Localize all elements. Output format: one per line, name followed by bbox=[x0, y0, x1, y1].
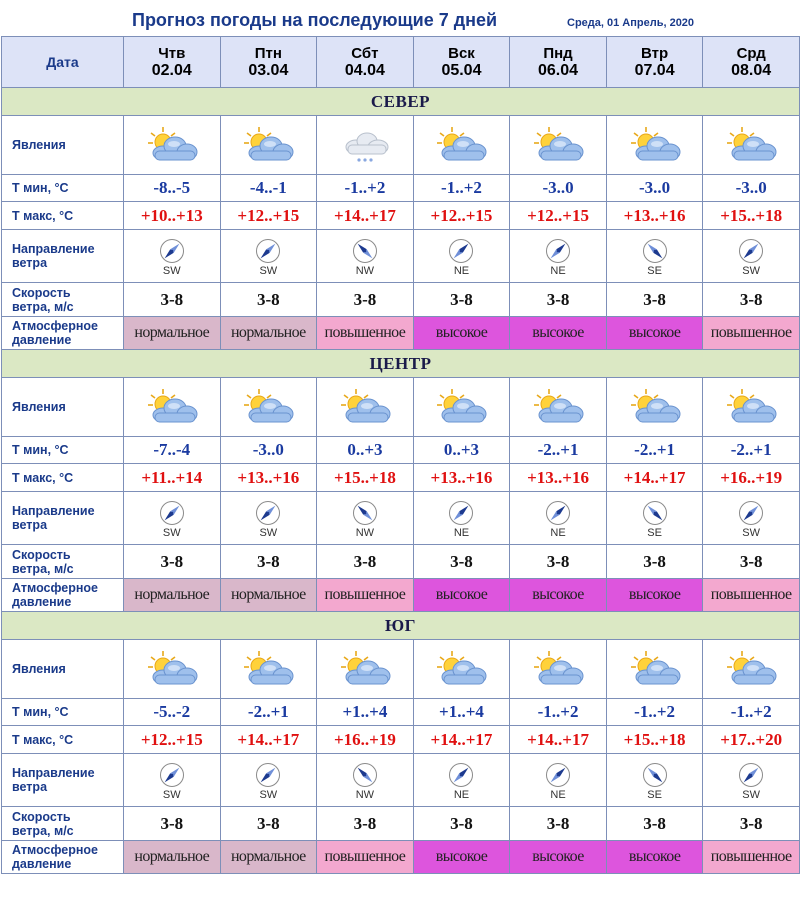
wind-compass-icon bbox=[448, 238, 474, 264]
weather-cell bbox=[413, 378, 510, 437]
region-row bbox=[2, 88, 800, 116]
pressure-value: высокое bbox=[510, 579, 607, 612]
wind-direction-label bbox=[2, 230, 124, 283]
tmin-value: -7..-4 bbox=[124, 437, 221, 464]
pressure-value: нормальное bbox=[124, 841, 221, 874]
row-label-text: ветра bbox=[12, 780, 48, 794]
date-header-label: Дата bbox=[2, 37, 124, 88]
tmax-value: +13..+16 bbox=[510, 464, 607, 492]
phenomena-row bbox=[2, 378, 800, 437]
wind-compass-icon bbox=[255, 500, 281, 526]
tmin-row bbox=[2, 175, 800, 202]
tmin-label bbox=[2, 175, 124, 202]
tmax-value: +15..+18 bbox=[317, 464, 414, 492]
wind-compass-icon bbox=[642, 762, 668, 788]
wind-compass-icon bbox=[738, 762, 764, 788]
wind-direction-text: NE bbox=[453, 788, 470, 801]
row-label-text: ветра, м/с bbox=[12, 299, 74, 314]
wind-compass-icon bbox=[545, 762, 571, 788]
wind-compass-icon bbox=[738, 238, 764, 264]
wind-direction-cell bbox=[703, 230, 800, 283]
wind-direction-text: SW bbox=[742, 788, 761, 801]
day-header bbox=[606, 37, 703, 88]
tmax-value: +13..+16 bbox=[606, 202, 703, 230]
partly-cloudy-icon bbox=[624, 649, 686, 689]
weather-cell bbox=[124, 640, 221, 699]
partly-cloudy-icon bbox=[237, 125, 299, 165]
weather-cell bbox=[703, 378, 800, 437]
row-label-text: ветра bbox=[12, 518, 48, 532]
row-label-text: Т мин, °С bbox=[12, 181, 69, 195]
weather-cell bbox=[510, 378, 607, 437]
tmax-value: +13..+16 bbox=[220, 464, 317, 492]
day-date: 08.04 bbox=[731, 61, 772, 79]
weather-cell bbox=[703, 640, 800, 699]
tmin-row bbox=[2, 437, 800, 464]
phenomena-row bbox=[2, 640, 800, 699]
wind-speed-value: 3-8 bbox=[413, 283, 510, 317]
wind-speed-value: 3-8 bbox=[220, 283, 317, 317]
wind-direction-cell bbox=[124, 492, 221, 545]
day-header bbox=[413, 37, 510, 88]
day-date: 07.04 bbox=[634, 61, 675, 79]
wind-direction-cell bbox=[413, 492, 510, 545]
cloudy-snow-icon bbox=[334, 125, 396, 165]
tmax-value: +12..+15 bbox=[124, 726, 221, 754]
tmax-value: +16..+19 bbox=[317, 726, 414, 754]
pressure-value: повышенное bbox=[317, 841, 414, 874]
partly-cloudy-icon bbox=[141, 649, 203, 689]
pressure-value: нормальное bbox=[124, 317, 221, 350]
pressure-value: повышенное bbox=[703, 579, 800, 612]
row-label-text: Явления bbox=[12, 662, 66, 676]
wind-speed-value: 3-8 bbox=[606, 807, 703, 841]
day-header bbox=[510, 37, 607, 88]
tmax-value: +15..+18 bbox=[703, 202, 800, 230]
tmax-value: +14..+17 bbox=[510, 726, 607, 754]
wind-speed-row bbox=[2, 545, 800, 579]
day-name: Сбт bbox=[351, 44, 379, 62]
weather-cell bbox=[317, 640, 414, 699]
wind-direction-cell bbox=[413, 754, 510, 807]
wind-compass-icon bbox=[352, 500, 378, 526]
pressure-label bbox=[2, 579, 124, 612]
row-label-text: Атмосферное bbox=[12, 319, 98, 333]
tmin-value: -1..+2 bbox=[317, 175, 414, 202]
day-header bbox=[124, 37, 221, 88]
wind-compass-icon bbox=[255, 238, 281, 264]
pressure-label bbox=[2, 841, 124, 874]
wind-direction-cell bbox=[220, 492, 317, 545]
row-label-text: Т мин, °С bbox=[12, 443, 69, 457]
weather-cell bbox=[606, 640, 703, 699]
wind-direction-cell bbox=[510, 754, 607, 807]
partly-cloudy-icon bbox=[527, 649, 589, 689]
tmax-value: +14..+17 bbox=[220, 726, 317, 754]
forecast-table bbox=[1, 36, 800, 874]
tmax-value: +16..+19 bbox=[703, 464, 800, 492]
wind-compass-icon bbox=[159, 500, 185, 526]
phenomena-label bbox=[2, 378, 124, 437]
partly-cloudy-icon bbox=[527, 387, 589, 427]
tmin-value: -2..+1 bbox=[703, 437, 800, 464]
wind-compass-icon bbox=[545, 238, 571, 264]
weather-cell bbox=[124, 116, 221, 175]
wind-speed-label bbox=[2, 807, 124, 841]
wind-direction-text: SW bbox=[162, 526, 181, 539]
wind-direction-row bbox=[2, 492, 800, 545]
wind-direction-text: SE bbox=[647, 526, 662, 539]
pressure-row bbox=[2, 579, 800, 612]
tmax-row bbox=[2, 464, 800, 492]
wind-speed-value: 3-8 bbox=[606, 283, 703, 317]
wind-speed-value: 3-8 bbox=[703, 545, 800, 579]
tmax-label bbox=[2, 464, 124, 492]
pressure-value: высокое bbox=[413, 579, 510, 612]
row-label-text: Направление bbox=[12, 766, 95, 780]
wind-compass-icon bbox=[159, 762, 185, 788]
row-label-text: Атмосферное bbox=[12, 581, 98, 595]
pressure-value: повышенное bbox=[317, 579, 414, 612]
wind-direction-cell bbox=[413, 230, 510, 283]
row-label-text: давление bbox=[12, 857, 72, 871]
tmin-label bbox=[2, 699, 124, 726]
pressure-value: высокое bbox=[606, 841, 703, 874]
row-label-text: Скорость bbox=[12, 809, 71, 824]
day-date: 04.04 bbox=[344, 61, 385, 79]
weather-cell bbox=[124, 378, 221, 437]
region-title: ЮГ bbox=[2, 612, 800, 640]
tmin-value: -1..+2 bbox=[606, 699, 703, 726]
row-label-text: Скорость bbox=[12, 547, 71, 562]
weather-cell bbox=[606, 116, 703, 175]
wind-speed-value: 3-8 bbox=[413, 545, 510, 579]
pressure-label bbox=[2, 317, 124, 350]
day-name: Срд bbox=[736, 44, 766, 62]
pressure-row bbox=[2, 317, 800, 350]
tmax-row bbox=[2, 202, 800, 230]
wind-compass-icon bbox=[545, 500, 571, 526]
pressure-row bbox=[2, 841, 800, 874]
tmin-value: -1..+2 bbox=[703, 699, 800, 726]
wind-direction-cell bbox=[606, 754, 703, 807]
partly-cloudy-icon bbox=[237, 387, 299, 427]
pressure-value: нормальное bbox=[220, 841, 317, 874]
weather-cell bbox=[510, 640, 607, 699]
wind-direction-text: SE bbox=[647, 788, 662, 801]
wind-compass-icon bbox=[448, 500, 474, 526]
wind-direction-row bbox=[2, 230, 800, 283]
wind-compass-icon bbox=[255, 762, 281, 788]
wind-direction-cell bbox=[317, 754, 414, 807]
wind-direction-text: SW bbox=[742, 264, 761, 277]
wind-speed-value: 3-8 bbox=[220, 545, 317, 579]
tmax-label bbox=[2, 726, 124, 754]
wind-direction-cell bbox=[124, 754, 221, 807]
row-label-text: Направление bbox=[12, 504, 95, 518]
tmax-value: +10..+13 bbox=[124, 202, 221, 230]
weather-cell bbox=[220, 640, 317, 699]
wind-direction-text: NW bbox=[355, 526, 375, 539]
partly-cloudy-icon bbox=[237, 649, 299, 689]
weather-cell bbox=[413, 640, 510, 699]
wind-direction-label bbox=[2, 754, 124, 807]
pressure-value: высокое bbox=[606, 317, 703, 350]
tmin-value: -1..+2 bbox=[510, 699, 607, 726]
row-label-text: Т макс, °С bbox=[12, 732, 74, 747]
pressure-value: высокое bbox=[510, 317, 607, 350]
partly-cloudy-icon bbox=[334, 649, 396, 689]
wind-speed-value: 3-8 bbox=[317, 545, 414, 579]
tmax-value: +17..+20 bbox=[703, 726, 800, 754]
tmin-value: -8..-5 bbox=[124, 175, 221, 202]
weather-cell bbox=[317, 116, 414, 175]
wind-direction-row bbox=[2, 754, 800, 807]
partly-cloudy-icon bbox=[430, 649, 492, 689]
day-name: Птн bbox=[254, 44, 282, 62]
partly-cloudy-icon bbox=[720, 125, 782, 165]
wind-direction-cell bbox=[703, 754, 800, 807]
tmin-value: -2..+1 bbox=[606, 437, 703, 464]
pressure-value: нормальное bbox=[220, 579, 317, 612]
partly-cloudy-icon bbox=[624, 125, 686, 165]
wind-direction-cell bbox=[606, 492, 703, 545]
wind-speed-value: 3-8 bbox=[124, 807, 221, 841]
region-title: СЕВЕР bbox=[2, 88, 800, 116]
day-date: 03.04 bbox=[248, 61, 289, 79]
wind-compass-icon bbox=[642, 500, 668, 526]
row-label-text: ветра, м/с bbox=[12, 561, 74, 576]
day-date: 02.04 bbox=[151, 61, 192, 79]
wind-speed-label bbox=[2, 283, 124, 317]
tmax-value: +14..+17 bbox=[317, 202, 414, 230]
tmax-label bbox=[2, 202, 124, 230]
wind-speed-value: 3-8 bbox=[413, 807, 510, 841]
partly-cloudy-icon bbox=[720, 649, 782, 689]
wind-speed-label bbox=[2, 545, 124, 579]
wind-direction-cell bbox=[703, 492, 800, 545]
wind-compass-icon bbox=[352, 762, 378, 788]
row-label-text: Т мин, °С bbox=[12, 705, 69, 719]
tmin-row bbox=[2, 699, 800, 726]
partly-cloudy-icon bbox=[430, 125, 492, 165]
tmin-value: -5..-2 bbox=[124, 699, 221, 726]
tmin-value: -4..-1 bbox=[220, 175, 317, 202]
wind-speed-value: 3-8 bbox=[317, 283, 414, 317]
weather-cell bbox=[220, 378, 317, 437]
wind-direction-cell bbox=[317, 230, 414, 283]
tmin-value: -3..0 bbox=[510, 175, 607, 202]
phenomena-label bbox=[2, 640, 124, 699]
tmax-row bbox=[2, 726, 800, 754]
row-label-text: Т макс, °С bbox=[12, 208, 74, 223]
partly-cloudy-icon bbox=[141, 387, 203, 427]
wind-direction-text: NE bbox=[550, 526, 566, 539]
wind-direction-label bbox=[2, 492, 124, 545]
page-title: Прогноз погоды на последующие 7 дней bbox=[132, 10, 498, 30]
tmax-value: +14..+17 bbox=[413, 726, 510, 754]
weather-cell bbox=[606, 378, 703, 437]
wind-speed-value: 3-8 bbox=[317, 807, 414, 841]
tmin-value: -2..+1 bbox=[220, 699, 317, 726]
tmin-value: 0..+3 bbox=[413, 437, 510, 464]
tmin-value: -3..0 bbox=[703, 175, 800, 202]
wind-direction-text: NE bbox=[550, 264, 566, 277]
pressure-value: высокое bbox=[413, 317, 510, 350]
wind-speed-value: 3-8 bbox=[220, 807, 317, 841]
tmax-value: +12..+15 bbox=[413, 202, 510, 230]
wind-direction-text: NW bbox=[355, 788, 375, 801]
title-bar bbox=[0, 0, 800, 36]
header-row bbox=[2, 37, 800, 88]
wind-direction-cell bbox=[220, 230, 317, 283]
pressure-value: повышенное bbox=[703, 317, 800, 350]
wind-direction-cell bbox=[317, 492, 414, 545]
weather-cell bbox=[317, 378, 414, 437]
wind-direction-text: NE bbox=[453, 526, 470, 539]
wind-direction-text: SE bbox=[647, 264, 662, 277]
day-header bbox=[703, 37, 800, 88]
day-date: 05.04 bbox=[441, 61, 482, 79]
wind-compass-icon bbox=[159, 238, 185, 264]
wind-direction-cell bbox=[220, 754, 317, 807]
day-name: Чтв bbox=[158, 44, 186, 62]
tmax-value: +12..+15 bbox=[220, 202, 317, 230]
wind-speed-value: 3-8 bbox=[606, 545, 703, 579]
wind-speed-value: 3-8 bbox=[510, 807, 607, 841]
row-label-text: Атмосферное bbox=[12, 843, 98, 857]
wind-direction-text: SW bbox=[162, 788, 181, 801]
wind-compass-icon bbox=[352, 238, 378, 264]
wind-speed-value: 3-8 bbox=[510, 545, 607, 579]
wind-direction-text: SW bbox=[162, 264, 181, 277]
wind-speed-value: 3-8 bbox=[703, 807, 800, 841]
wind-direction-cell bbox=[124, 230, 221, 283]
wind-direction-cell bbox=[510, 492, 607, 545]
region-row bbox=[2, 350, 800, 378]
wind-speed-value: 3-8 bbox=[124, 283, 221, 317]
pressure-value: нормальное bbox=[124, 579, 221, 612]
wind-direction-text: NW bbox=[355, 264, 375, 277]
partly-cloudy-icon bbox=[624, 387, 686, 427]
wind-direction-text: SW bbox=[259, 788, 278, 801]
tmax-value: +14..+17 bbox=[606, 464, 703, 492]
day-header bbox=[220, 37, 317, 88]
wind-direction-text: NE bbox=[550, 788, 566, 801]
row-label-text: Скорость bbox=[12, 285, 71, 300]
wind-compass-icon bbox=[738, 500, 764, 526]
day-name: Втр bbox=[641, 44, 669, 62]
wind-speed-value: 3-8 bbox=[510, 283, 607, 317]
wind-speed-row bbox=[2, 283, 800, 317]
tmax-value: +13..+16 bbox=[413, 464, 510, 492]
tmin-value: +1..+4 bbox=[317, 699, 414, 726]
tmin-value: -3..0 bbox=[220, 437, 317, 464]
row-label-text: Т макс, °С bbox=[12, 470, 74, 485]
partly-cloudy-icon bbox=[334, 387, 396, 427]
wind-direction-text: SW bbox=[259, 264, 278, 277]
wind-direction-cell bbox=[510, 230, 607, 283]
tmin-value: 0..+3 bbox=[317, 437, 414, 464]
pressure-value: нормальное bbox=[220, 317, 317, 350]
row-label-text: Явления bbox=[12, 400, 66, 414]
current-date: Среда, 01 Апрель, 2020 bbox=[567, 17, 695, 29]
partly-cloudy-icon bbox=[141, 125, 203, 165]
pressure-value: повышенное bbox=[703, 841, 800, 874]
wind-speed-value: 3-8 bbox=[124, 545, 221, 579]
pressure-value: высокое bbox=[606, 579, 703, 612]
day-name: Вск bbox=[448, 44, 475, 62]
wind-speed-value: 3-8 bbox=[703, 283, 800, 317]
tmin-value: -2..+1 bbox=[510, 437, 607, 464]
partly-cloudy-icon bbox=[720, 387, 782, 427]
tmax-value: +11..+14 bbox=[124, 464, 221, 492]
wind-direction-text: NE bbox=[453, 264, 470, 277]
pressure-value: высокое bbox=[413, 841, 510, 874]
phenomena-label bbox=[2, 116, 124, 175]
row-label-text: ветра bbox=[12, 256, 48, 270]
phenomena-row bbox=[2, 116, 800, 175]
region-title: ЦЕНТР bbox=[2, 350, 800, 378]
tmin-label bbox=[2, 437, 124, 464]
day-header bbox=[317, 37, 414, 88]
tmin-value: +1..+4 bbox=[413, 699, 510, 726]
weather-cell bbox=[220, 116, 317, 175]
tmax-value: +12..+15 bbox=[510, 202, 607, 230]
wind-compass-icon bbox=[642, 238, 668, 264]
wind-direction-text: SW bbox=[742, 526, 761, 539]
wind-compass-icon bbox=[448, 762, 474, 788]
row-label-text: давление bbox=[12, 595, 72, 609]
row-label-text: давление bbox=[12, 333, 72, 347]
day-name: Пнд bbox=[543, 44, 573, 62]
wind-direction-cell bbox=[606, 230, 703, 283]
wind-speed-row bbox=[2, 807, 800, 841]
day-date: 06.04 bbox=[538, 61, 579, 79]
row-label-text: ветра, м/с bbox=[12, 823, 74, 838]
pressure-value: повышенное bbox=[317, 317, 414, 350]
weather-cell bbox=[413, 116, 510, 175]
row-label-text: Явления bbox=[12, 138, 66, 152]
partly-cloudy-icon bbox=[430, 387, 492, 427]
region-row bbox=[2, 612, 800, 640]
weather-cell bbox=[510, 116, 607, 175]
row-label-text: Направление bbox=[12, 242, 95, 256]
weather-cell bbox=[703, 116, 800, 175]
partly-cloudy-icon bbox=[527, 125, 589, 165]
tmin-value: -3..0 bbox=[606, 175, 703, 202]
wind-direction-text: SW bbox=[259, 526, 278, 539]
tmin-value: -1..+2 bbox=[413, 175, 510, 202]
pressure-value: высокое bbox=[510, 841, 607, 874]
tmax-value: +15..+18 bbox=[606, 726, 703, 754]
